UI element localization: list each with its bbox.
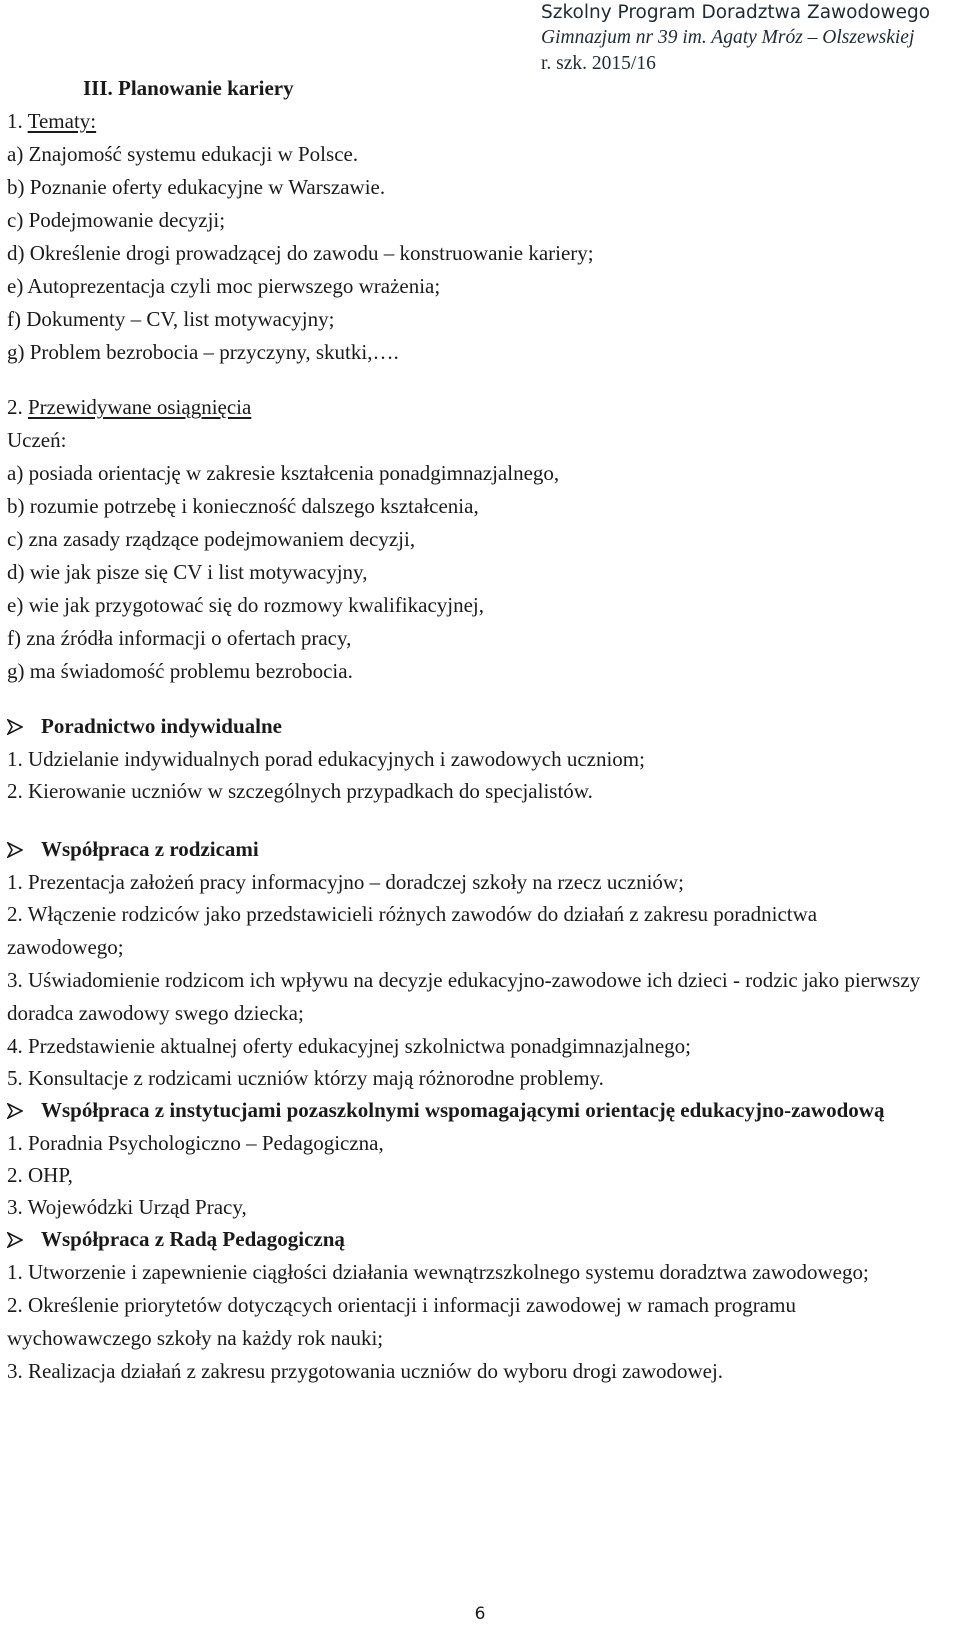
instytucje-item: 3. Wojewódzki Urząd Pracy, — [7, 1195, 247, 1219]
rada-heading-line — [7, 1223, 947, 1256]
arrowhead-bullet-icon — [7, 710, 41, 743]
rodzice-item: 1. Prezentacja założeń pracy informacyjno – doradczej szkoły na rzecz uczniów; — [7, 870, 684, 894]
rodzice-heading: Współpraca z rodzicami — [41, 837, 259, 861]
rodzice-item: 4. Przedstawienie aktualnej oferty edukacyjnej szkolnictwa ponadgimnazjalnego; — [7, 1034, 692, 1058]
instytucje-item: 2. OHP, — [7, 1163, 73, 1187]
arrowhead-bullet-icon — [7, 1094, 41, 1127]
rodzice-heading-line — [7, 833, 947, 866]
topic-item: c) Podejmowanie decyzji; — [7, 208, 226, 232]
topics-label-line — [7, 105, 947, 138]
rada-item: 2. Określenie priorytetów dotyczących orientacji i informacji zawodowej w ramach programu wychowawczego szkoły na każdy rok nauki; — [7, 1293, 796, 1350]
running-header — [541, 0, 956, 77]
page-number: 6 — [474, 1604, 486, 1624]
achievement-item: f) zna źródła informacji o ofertach pracy, — [7, 626, 352, 650]
header-school-name: Gimnazjum nr 39 im. Agaty Mróz – Olszewskiej — [541, 27, 915, 48]
instytucje-item: 1. Poradnia Psychologiczno – Pedagogiczna, — [7, 1131, 384, 1155]
achievement-item: a) posiada orientację w zakresie kształcenia ponadgimnazjalnego, — [7, 461, 560, 485]
topic-item: e) Autoprezentacja czyli moc pierwszego wrażenia; — [7, 274, 441, 298]
poradnictwo-heading-line — [7, 710, 947, 743]
achievements-label-line — [7, 391, 947, 424]
topic-item: d) Określenie drogi prowadzącej do zawodu – konstruowanie kariery; — [7, 241, 594, 265]
arrowhead-bullet-icon — [7, 833, 41, 866]
achievement-item: b) rozumie potrzebę i konieczność dalszego kształcenia, — [7, 494, 479, 518]
achievement-item: g) ma świadomość problemu bezrobocia. — [7, 659, 353, 683]
instytucje-heading: Współpraca z instytucjami pozaszkolnymi wspomagającymi orientację edukacyjno-zawodową — [41, 1098, 885, 1122]
student-label: Uczeń: — [7, 428, 67, 452]
rodzice-item: 2. Włączenie rodziców jako przedstawicieli różnych zawodów do działań z zakresu poradnictwa zawodowego; — [7, 902, 818, 959]
topic-item: a) Znajomość systemu edukacji w Polsce. — [7, 142, 359, 166]
instytucje-heading-line — [7, 1094, 937, 1127]
poradnictwo-item: 2. Kierowanie uczniów w szczególnych przypadkach do specjalistów. — [7, 779, 593, 803]
poradnictwo-item: 1. Udzielanie indywidualnych porad edukacyjnych i zawodowych uczniom; — [7, 747, 645, 771]
topic-item: g) Problem bezrobocia – przyczyny, skutki,…. — [7, 340, 399, 364]
document-body — [7, 72, 947, 1387]
topics-label: Tematy: — [27, 109, 97, 133]
rodzice-item: 3. Uświadomienie rodzicom ich wpływu na decyzje edukacyjno-zawodowe ich dzieci - rodzic jako pierwszy doradca zawodowy swego dziecka; — [7, 968, 921, 1025]
poradnictwo-heading: Poradnictwo indywidualne — [41, 714, 282, 738]
header-program-title: Szkolny Program Doradztwa Zawodowego — [541, 2, 931, 23]
achievement-item: d) wie jak pisze się CV i list motywacyjny, — [7, 560, 368, 584]
topic-item: b) Poznanie oferty edukacyjne w Warszawie. — [7, 175, 386, 199]
achievement-item: e) wie jak przygotować się do rozmowy kwalifikacyjnej, — [7, 593, 485, 617]
rodzice-item: 5. Konsultacje z rodzicami uczniów którzy mają różnorodne problemy. — [7, 1066, 604, 1090]
rada-item: 3. Realizacja działań z zakresu przygotowania uczniów do wyboru drogi zawodowej. — [7, 1359, 724, 1383]
achievements-number: 2. — [7, 395, 23, 419]
topics-number: 1. — [7, 109, 23, 133]
achievement-item: c) zna zasady rządzące podejmowaniem decyzji, — [7, 527, 416, 551]
achievements-label: Przewidywane osiągnięcia — [28, 395, 252, 419]
rada-heading: Współpraca z Radą Pedagogiczną — [41, 1227, 345, 1251]
section-title: III. Planowanie kariery — [83, 76, 294, 100]
header-school-year: r. szk. 2015/16 — [541, 53, 656, 74]
topic-item: f) Dokumenty – CV, list motywacyjny; — [7, 307, 335, 331]
arrowhead-bullet-icon — [7, 1223, 41, 1256]
rada-item: 1. Utworzenie i zapewnienie ciągłości działania wewnątrzszkolnego systemu doradztwa zawodowego; — [7, 1260, 869, 1284]
